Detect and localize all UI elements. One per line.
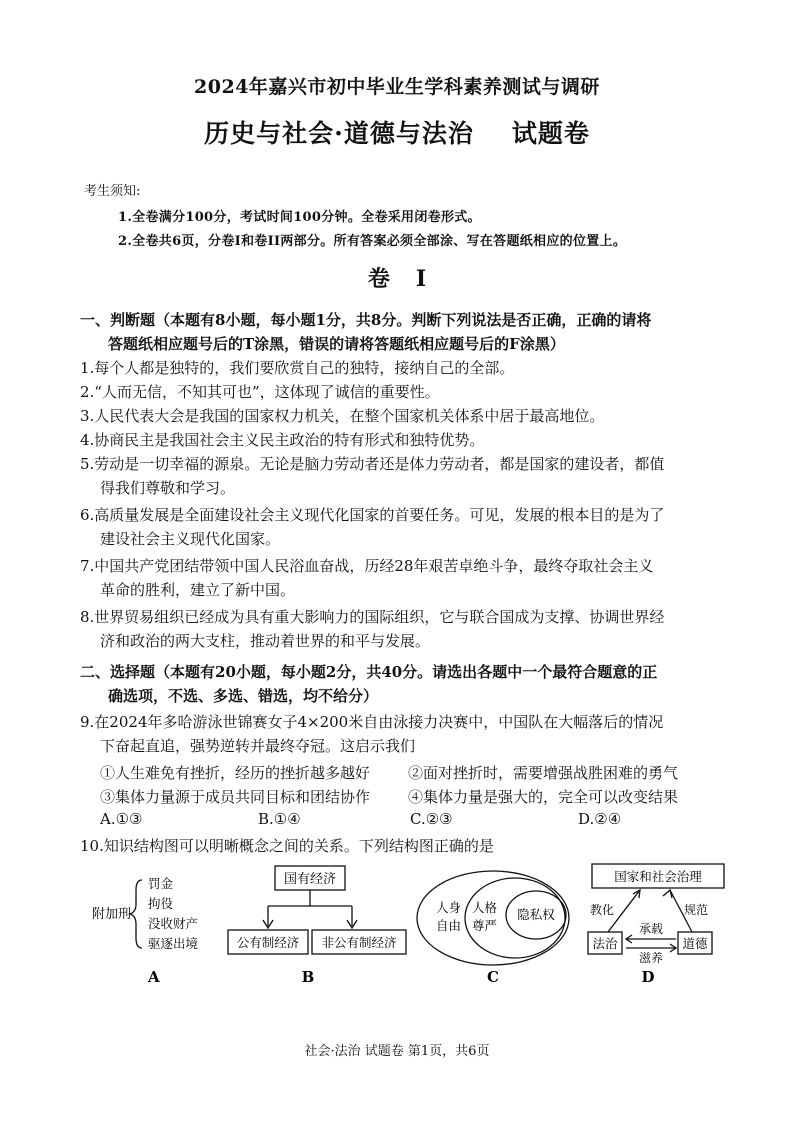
page-footer: 社会·法治 试题卷 第1页，共6页: [304, 1044, 490, 1059]
q9-option-c: C.②③: [410, 810, 453, 828]
question-8: [80, 605, 730, 653]
diagram-c-middle-1: 人格: [472, 900, 498, 915]
question-7: [80, 554, 730, 602]
diagram-d: [588, 864, 724, 986]
question-1: 1.每个人都是独特的，我们要欣赏自己的独特，接纳自己的全部。: [80, 359, 515, 377]
question-6-line-2: 建设社会主义现代化国家。: [100, 530, 281, 548]
diagram-c-inner: 隐私权: [517, 907, 555, 922]
diagram-d-mid-lines: [626, 939, 676, 948]
question-8-line-2: 济和政治的两大支柱，推动着世界的和平与发展。: [100, 632, 431, 650]
section-1-line-2: 答题纸相应题号后的T涂黑，错误的请将答题纸相应题号后的F涂黑）: [108, 335, 565, 353]
question-6-line-1: 6.高质量发展是全面建设社会主义现代化国家的首要任务。可见，发展的根本目的是为了: [80, 506, 665, 524]
diagram-c-outer-2: 自由: [436, 918, 462, 933]
q9-statement-3: ③集体力量源于成员共同目标和团结协作: [100, 788, 371, 806]
notice-label: 考生须知:: [84, 184, 141, 199]
paper-label: 试题卷: [511, 119, 590, 148]
question-5-line-2: 得我们尊敬和学习。: [100, 479, 236, 497]
q9-option-d: D.②④: [578, 810, 622, 828]
diagram-a-item-3: 没收财产: [148, 916, 199, 931]
diagram-b-connectors: [268, 890, 352, 926]
notice-item-1: 1.全卷满分100分，考试时间100分钟。全卷采用闭卷形式。: [118, 210, 481, 225]
volume-label: 卷: [367, 266, 390, 292]
q9-statement-1: ①人生难免有挫折，经历的挫折越多越好: [100, 764, 371, 782]
exam-subtitle: [0, 114, 794, 150]
diagram-a-label: A: [148, 968, 160, 986]
question-10: 10.知识结构图可以明晰概念之间的关系。下列结构图正确的是: [80, 837, 494, 855]
question-2: 2.“人而无信，不知其可也”，这体现了诚信的重要性。: [80, 383, 440, 401]
diagram-d-edge-2: 规范: [684, 903, 709, 917]
diagram-c-middle-2: 尊严: [472, 918, 498, 933]
question-9-line-2: 下奋起直追，强势逆转并最终夺冠。这启示我们: [100, 737, 416, 755]
question-7-line-1: 7.中国共产党团结带领中国人民浴血奋战，历经28年艰苦卓绝斗争，最终夺取社会主义: [80, 557, 654, 575]
diagram-a-brace: [130, 880, 142, 948]
section-1-heading: [80, 308, 730, 356]
section-2-line-1: 二、选择题（本题有20小题，每小题2分，共40分。请选出各题中一个最符合题意的正: [80, 663, 658, 681]
q10-diagrams: [80, 860, 730, 990]
question-6: [80, 503, 730, 551]
exam-title: 2024年嘉兴市初中毕业生学科素养测试与调研: [194, 76, 600, 98]
section-1-line-1: 一、判断题（本题有8小题，每小题1分，共8分。判断下列说法是否正确，正确的请将: [80, 311, 652, 329]
section-2-line-2: 确选项，不选、多选、错选，均不给分）: [108, 687, 379, 705]
question-8-line-1: 8.世界贸易组织已经成为具有重大影响力的国际组织，它与联合国成为支撑、协调世界经: [80, 608, 665, 626]
diagram-d-top: 国家和社会治理: [614, 869, 702, 884]
diagram-d-edge-1: 教化: [590, 903, 615, 917]
question-9: [80, 710, 730, 758]
diagram-c: [417, 871, 569, 986]
diagram-d-up-arrowheads: [633, 890, 672, 898]
diagram-d-edge-4: 滋养: [638, 951, 664, 965]
diagram-a-item-4: 驱逐出境: [148, 936, 199, 951]
diagram-b-right: 非公有制经济: [321, 935, 397, 950]
diagram-b-arrowheads: [263, 920, 357, 928]
diagram-b-left: 公有制经济: [236, 935, 300, 950]
diagram-b-label: B: [301, 968, 315, 986]
q9-option-b: B.①④: [258, 810, 301, 828]
diagram-d-right: 道德: [682, 936, 708, 951]
question-4: 4.协商民主是我国社会主义民主政治的特有形式和独特优势。: [80, 431, 485, 449]
diagram-b: [228, 866, 406, 986]
diagram-d-label: D: [641, 968, 655, 986]
question-3: 3.人民代表大会是我国的国家权力机关，在整个国家机关体系中居于最高地位。: [80, 407, 605, 425]
notice-item-2: 2.全卷共6页，分卷I和卷II两部分。所有答案必须全部涂、写在答题纸相应的位置上。: [118, 234, 627, 249]
diagram-d-mid-arrowheads: [626, 935, 676, 952]
question-5: [80, 452, 730, 500]
diagram-d-edge-3: 承载: [638, 922, 664, 936]
question-9-line-1: 9.在2024年多哈游泳世锦赛女子4×200米自由泳接力决赛中，中国队在大幅落后的情况: [80, 713, 664, 731]
section-2-heading: [80, 660, 730, 708]
q9-option-a: A.①③: [100, 810, 143, 828]
subject-name: 历史与社会·道德与法治: [204, 119, 474, 148]
question-5-line-1: 5.劳动是一切幸福的源泉。无论是脑力劳动者还是体力劳动者，都是国家的建设者，都值: [80, 455, 665, 473]
diagram-a-root: 附加刑: [92, 907, 132, 922]
diagram-a: [92, 876, 198, 986]
diagram-c-outer-1: 人身: [436, 900, 462, 915]
diagram-b-top: 国有经济: [283, 872, 337, 887]
diagram-c-label: C: [487, 968, 499, 986]
volume-heading: [0, 262, 794, 293]
diagram-a-item-1: 罚金: [148, 876, 174, 891]
question-7-line-2: 革命的胜利，建立了新中国。: [100, 581, 296, 599]
volume-numeral: I: [415, 266, 427, 292]
q9-statement-4: ④集体力量是强大的，完全可以改变结果: [408, 788, 679, 806]
diagram-a-item-2: 拘役: [148, 896, 174, 911]
q9-statement-2: ②面对挫折时，需要增强战胜困难的勇气: [408, 764, 679, 782]
diagram-d-left: 法治: [592, 936, 618, 951]
